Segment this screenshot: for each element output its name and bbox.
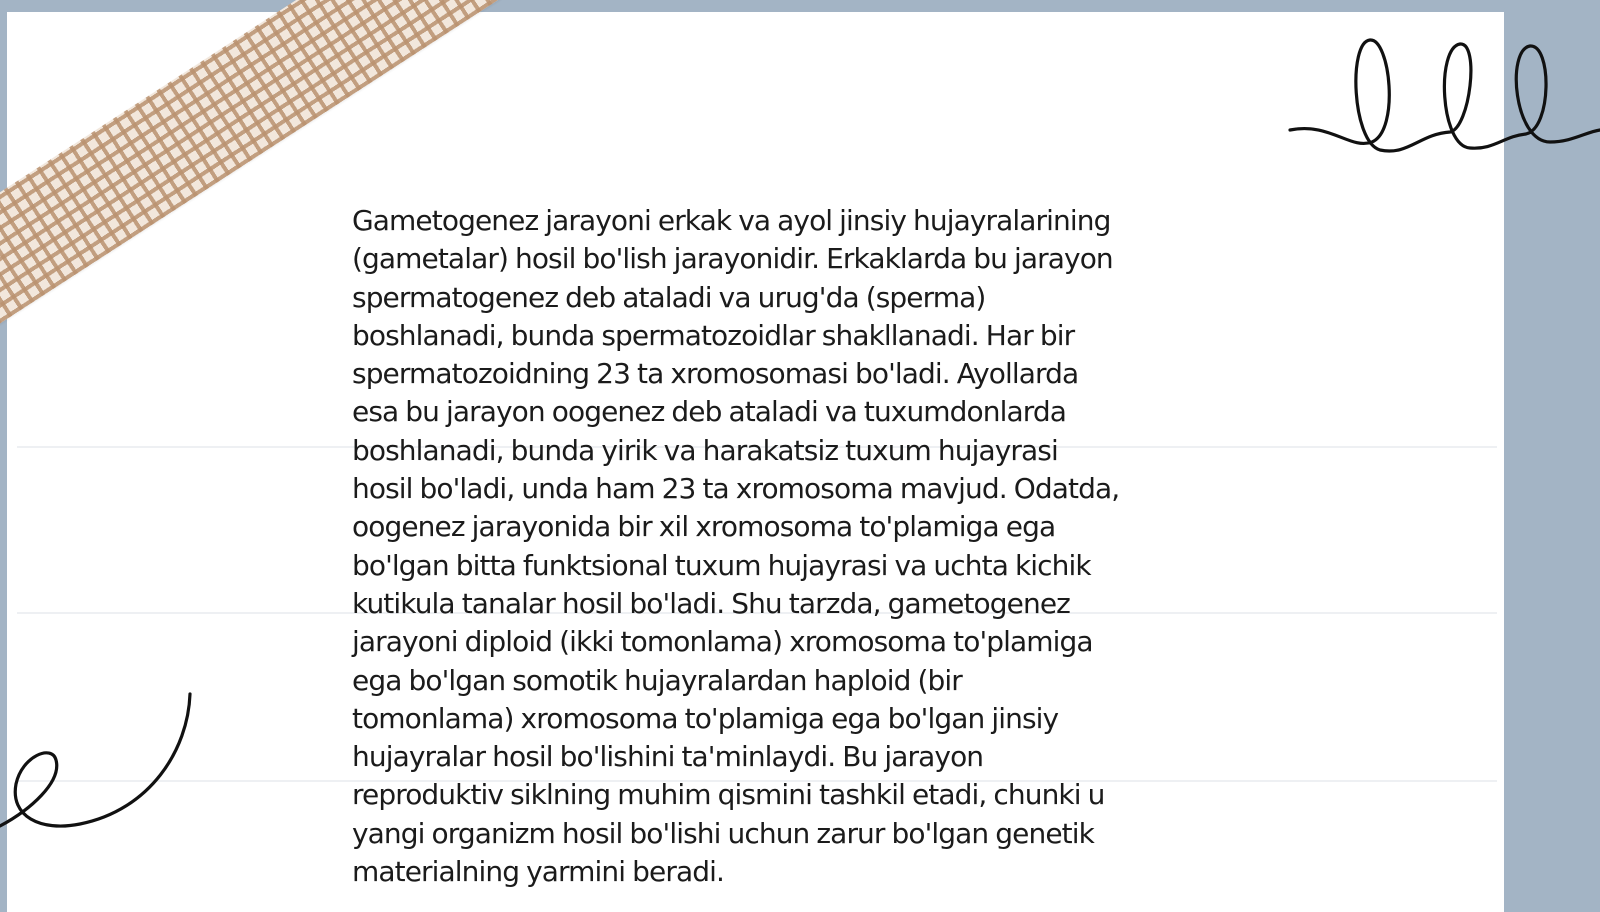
body-paragraph: Gametogenez jarayoni erkak va ayol jinsiy hujayralarining (gametalar) hosil bo'lish jarayonidir. Erkaklarda bu jarayon spermatogenez deb ataladi va urug'da (sperma) boshlanadi, bunda spermatozoidlar shakllanadi. Har bir spermatozoidning 23 ta xromosomasi bo'ladi. Ayollarda esa bu jarayon oogenez deb ataladi va tuxumdonlarda boshlanadi, bunda yirik va harakatsiz tuxum hujayrasi hosil bo'ladi, unda ham 23 ta xromosoma mavjud. Odatda, oogenez jarayonida bir xil xromosoma to'plamiga ega bo'lgan bitta funktsional tuxum hujayrasi va uchta kichik kutikula tanalar hosil bo'ladi. Shu tarzda, gametogenez jarayoni diploid (ikki tomonlama) xromosoma to'plamiga ega bo'lgan somotik hujayralardan haploid (bir tomonlama) xromosoma to'plamiga ega bo'lgan jinsiy hujayralar hosil bo'lishini ta'minlaydi. Bu jarayon reproduktiv siklning muhim qismini tashkil etadi, chunki u yangi organizm hosil bo'lishi uchun zarur bo'lgan genetik materialning yarmini beradi. (352, 204, 1120, 889)
loop-scribble-icon (1290, 30, 1600, 170)
swoosh-scribble-icon (0, 690, 200, 850)
